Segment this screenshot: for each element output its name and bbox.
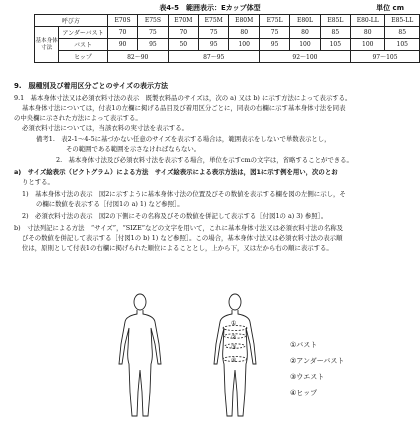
col-header: E70S [107,15,137,27]
table-cell: 80 [351,27,385,39]
col-header: E85L [320,15,350,27]
body-line: 2) 必須衣料寸法の表示 図2の下側にその名称及びその数値を併記して表示する［付図1の a) 3) 参照］。 [22,212,328,220]
table-cell: 75 [138,27,168,39]
table-cell: 85 [320,27,350,39]
row-label: アンダーバスト [59,27,108,39]
body-line: の欄に数値を表示する［付図1の a) 1) など参照］。 [36,200,184,208]
body-line: りとする。 [22,178,54,186]
subsection-a: a) サイズ絵表示（ピクトグラム）による方法 サイズ絵表示による表示方法は，図1に示す例を用い，次のとお [14,168,338,176]
body-line: 必須衣料寸法については，当該衣料の実寸法を表示する。 [22,124,189,132]
col-header: E80L [290,15,320,27]
row-group-label: 基本身体寸法 [35,27,59,63]
table-cell: 50 [168,39,198,51]
table-cell: 105 [385,39,420,51]
row-label: ヒップ [59,51,108,63]
col-header: E80-LL [351,15,385,27]
legend-bust: ①バスト [290,341,318,349]
marker-3: ③ [231,344,237,351]
table-caption: 表4-5 範囲表示：Eカップ体型 [159,4,261,12]
row-label: バスト [59,39,108,51]
body-line: 基本身体寸法については，付表1の左欄に掲げる品目及び着用区分ごとに，同表の右欄に示す基本身体寸法を同表 [22,104,346,112]
marker-4: ④ [231,357,237,364]
col-header: E85-LL [385,15,420,27]
table-cell: 100 [229,39,259,51]
marker-2: ② [231,334,237,341]
subsection-b: b) 寸法列記による方法 “サイズ”，“SIZE”などの文字を用いて，これに基本身体寸法又は必須衣料寸法の名称及 [14,224,343,232]
table-cell: 80 [229,27,259,39]
table-cell: 87〜95 [168,51,259,63]
body-line: 1) 基本身体寸法の表示 図2に示すように基本身体寸法の位置及びその数値を表示する欄を図の左側に示し，そ [22,190,346,198]
table-cell: 85 [385,27,420,39]
section-heading: 9. 服種別及び着用区分ごとのサイズの表示方法 [14,82,168,90]
col-header: E75S [138,15,168,27]
table-cell: 70 [107,27,137,39]
body-line: 9.1 基本身体寸法又は必須衣料寸法の表示 既製衣料品のサイズは，次の a) 又は b) に示す方法によって表示する。 [14,94,352,102]
note-line: 備考1. 表2-1〜4-5に基づかない任意のサイズを表示する場合は，範囲表示をしないで単数表示とし， [36,135,331,143]
table-cell: 70 [168,27,198,39]
body-line: の中央欄に示された方法によって表示する。 [14,114,142,122]
table-row [35,27,420,39]
table-cell: 100 [290,39,320,51]
marker-1: ① [231,320,237,327]
table-cell: 92〜100 [259,51,350,63]
table-cell: 95 [199,39,229,51]
table-cell: 100 [351,39,385,51]
table-cell: 95 [138,39,168,51]
col-header: E80M [229,15,259,27]
table-cell: 90 [107,39,137,51]
legend-underbust: ②アンダーバスト [290,357,345,365]
col-header: E75L [259,15,289,27]
col-header: E70M [168,15,198,27]
body-line: びその数値を併記して表示する［付図1の b) 1) など参照］。この場合，基本身体寸法又は必須衣料寸法の表示順 [22,234,343,242]
table-cell: 97〜105 [351,51,420,63]
legend-waist: ③ウエスト [290,373,325,381]
table-cell: 75 [259,27,289,39]
note-line: その範囲である範囲を示さなければならない。 [66,145,201,153]
col-header-label: 呼び方 [35,15,108,27]
table-header-row [35,15,420,27]
legend-hip: ④ヒップ [290,389,318,397]
size-table [34,14,420,63]
table-row [35,39,420,51]
table-cell: 95 [259,39,289,51]
note-line: 2. 基本身体寸法及び必須衣料寸法を表示する場合，単位を示すcmの文字は，省略することができる。 [56,156,353,164]
body-line: 位は，原則として付表1の右欄に掲げられた順位によることとし，上から下，又は左から右の順に表示する。 [22,244,333,252]
table-cell: 82〜90 [107,51,168,63]
table-row [35,51,420,63]
table-cell: 105 [320,39,350,51]
body-silhouette-figure [110,292,170,422]
col-header: E75M [199,15,229,27]
table-unit: 単位 cm [376,4,404,12]
body-measurement-figure [200,292,270,422]
table-cell: 75 [199,27,229,39]
table-cell: 80 [290,27,320,39]
